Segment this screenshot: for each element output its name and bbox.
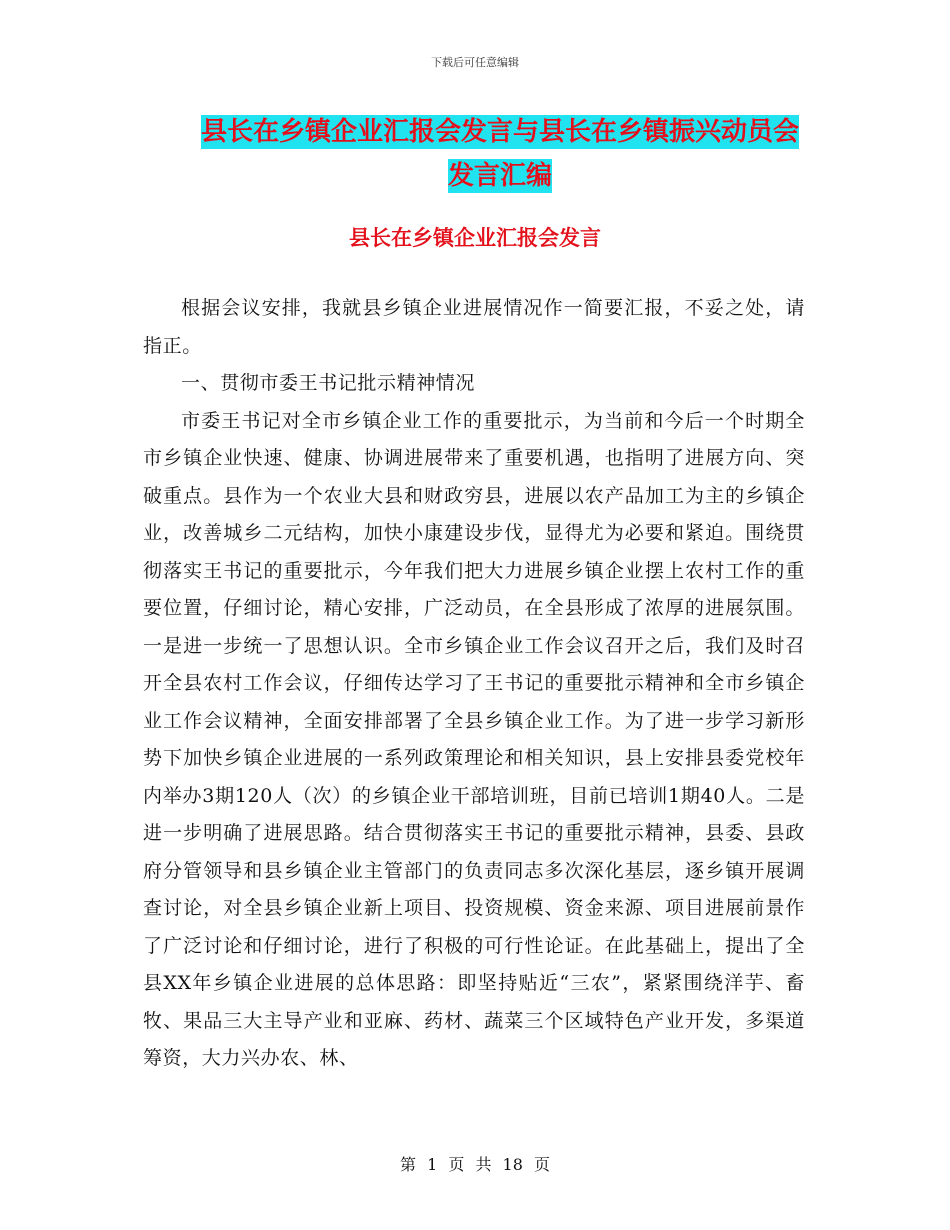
paragraph-main: 市委王书记对全市乡镇企业工作的重要批示，为当前和今后一个时期全市乡镇企业快速、健康、协调进展带来了重要机遇，也指明了进展方向、突破重点。县作为一个农业大县和财政穷县，进展以农产品加工为主的乡镇企业，改善城乡二元结构，加快小康建设步伐，显得尤为必要和紧迫。围绕贯彻落实王书记的重要批示，今年我们把大力进展乡镇企业摆上农村工作的重要位置，仔细讨论，精心安排，广泛动员，在全县形成了浓厚的进展氛围。一是进一步统一了思想认识。全市乡镇企业工作会议召开之后，我们及时召开全县农村工作会议，仔细传达学习了王书记的重要批示精神和全市乡镇企业工作会议精神，全面安排部署了全县乡镇企业工作。为了进一步学习新形势下加快乡镇企业进展的一系列政策理论和相关知识，县上安排县委党校年内举办3期120人（次）的乡镇企业干部培训班，目前已培训1期40人。二是进一步明确了进展思路。结合贯彻落实王书记的重要批示精神，县委、县政府分管领导和县乡镇企业主管部门的负责同志多次深化基层，逐乡镇开展调查讨论，对全县乡镇企业新上项目、投资规模、资金来源、项目进展前景作了广泛讨论和仔细讨论，进行了积极的可行性论证。在此基础上，提出了全县XX年乡镇企业进展的总体思路：即坚持贴近“三农”，紧紧围绕洋芋、畜牧、果品三大主导产业和亚麻、药材、蔬菜三个区域特色产业开发，多渠道筹资，大力兴办农、林、 (143, 409, 805, 1069)
document-title (150, 110, 850, 198)
document-title-line-1: 县长在乡镇企业汇报会发言与县长在乡镇振兴动员会 (200, 117, 799, 147)
section-title: 县长在乡镇企业汇报会发言 (349, 226, 601, 250)
header-note: 下载后可任意编辑 (431, 56, 519, 69)
paragraph-heading: 一、贯彻市委王书记批示精神情况 (181, 372, 476, 394)
paragraph-intro: 根据会议安排，我就县乡镇企业进展情况作一简要汇报，不妥之处，请指正。 (143, 297, 805, 357)
page-footer: 第 1 页 共 18 页 (400, 1155, 550, 1174)
document-title-line-2: 发言汇编 (447, 161, 552, 191)
document-body (143, 290, 805, 1078)
